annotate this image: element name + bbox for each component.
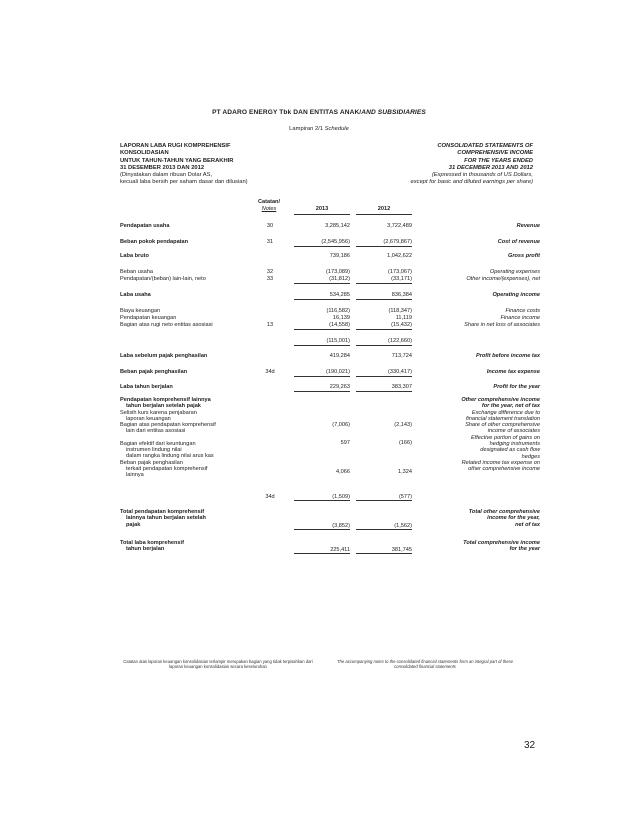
row-label: Laba bruto <box>120 253 149 259</box>
footer-note-indonesian: Catatan atas laporan keuangan konsolidasian terlampir merupakan bagian yang tidak terpisahkan dari laporan keuangan konsolidasian secara keseluruhan <box>123 659 313 670</box>
row-value-2013: 534,285 <box>294 292 350 300</box>
row-value-2012: (15,432) <box>356 322 412 330</box>
total-ci-labels: Total laba komprehensif tahun berjalan <box>120 540 184 553</box>
footer-note-english: The accompanying notes to the consolidated financial statements form an integral part of these consolidated financial statements <box>337 659 513 670</box>
oci-hedge-2012: 1,324 <box>398 469 412 475</box>
schedule-label: Lampiran 2/1 Schedule <box>289 126 349 132</box>
row-value-2012: 11,119 <box>395 315 412 321</box>
row-note: 32 <box>266 269 274 275</box>
oci-tax-2012: (577) <box>356 494 412 501</box>
row-value-2012: (33,171) <box>356 276 412 284</box>
oci-labels-english: Other comprehensive income for the year, net of tax Exchange difference due to financial statement translation Share of other comprehensive income of associates Effective portion of gains on hedging instruments designated as cash flow hedges Related income tax expense on other comprehensive income <box>461 397 540 473</box>
row-note: 31 <box>266 239 274 245</box>
row-label: Beban pajak penghasilan <box>120 369 188 375</box>
row-label: Pendapatan/(beban) lain-lain, neto <box>120 276 206 282</box>
row-label: Pendapatan usaha <box>120 223 170 229</box>
row-value-2013: 229,263 <box>294 384 350 392</box>
row-value-2013: (190,021) <box>294 369 350 377</box>
row-value-2012: (2,679,867) <box>356 239 412 247</box>
row-value-2013: (14,558) <box>294 322 350 330</box>
row-label: Beban usaha <box>120 269 153 275</box>
row-value-2012: 3,722,489 <box>387 223 412 229</box>
oci-assoc-2013: 597 <box>340 440 350 446</box>
total-ci-2012: 381,745 <box>356 547 412 554</box>
row-value-2013: (2,545,956) <box>294 239 350 247</box>
row-value-2012: (118,347) <box>388 308 412 314</box>
row-label-english: Share in net loss of associates <box>464 322 540 328</box>
total-oci-2013: (3,852) <box>294 523 350 530</box>
year-2012-header: 2012 <box>356 206 412 215</box>
row-value-2013: (31,812) <box>294 276 350 284</box>
oci-tax-2013: (1,509) <box>294 494 350 501</box>
row-label-english: Operating income <box>492 292 540 298</box>
row-label: Laba tahun berjalan <box>120 384 173 390</box>
row-label-english: Revenue <box>516 223 540 229</box>
oci-hedge-2013: 4,066 <box>336 469 350 475</box>
row-label-english: Gross profit <box>507 253 540 259</box>
row-label-english: Profit for the year <box>493 384 540 390</box>
row-value-2012: 713,724 <box>391 353 412 359</box>
row-value-2012: 1,042,622 <box>387 253 412 259</box>
row-label-english: Profit before income tax <box>475 353 540 359</box>
page-number: 32 <box>524 740 536 751</box>
row-label: Laba usaha <box>120 292 151 298</box>
row-value-2013: 419,284 <box>329 353 350 359</box>
row-value-2013: 3,285,142 <box>325 223 350 229</box>
row-value-2012: (330,417) <box>356 369 412 377</box>
total-oci-2012: (1,562) <box>356 523 412 530</box>
row-label: Pendapatan keuangan <box>120 315 177 321</box>
row-label-english: Finance costs <box>505 308 540 314</box>
company-title: PT ADARO ENERGY Tbk DAN ENTITAS ANAK/AND SUBSIDIARIES <box>212 109 426 116</box>
row-label: Biaya keuangan <box>120 308 161 314</box>
oci-fx-2013: (7,006) <box>332 422 350 428</box>
year-2013-header: 2013 <box>294 206 350 215</box>
oci-fx-2012: (2,143) <box>394 422 412 428</box>
statement-header-indonesian: LAPORAN LABA RUGI KOMPREHENSIF KONSOLIDASIAN UNTUK TAHUN-TAHUN YANG BERAKHIR 31 DESEMBER 2013 DAN 2012 (Dinyatakan dalam ribuan Dolar AS, kecuali laba bersih per saham dasar dan dilusian) <box>120 143 248 186</box>
row-value-2012: 383,307 <box>356 384 412 392</box>
row-label-english: Other income/(expenses), net <box>466 276 540 282</box>
row-label-english: Income tax expense <box>486 369 540 375</box>
oci-assoc-2012: (166) <box>398 440 412 446</box>
row-value-2013: (173,089) <box>326 269 350 275</box>
row-label-english: Finance income <box>500 315 540 321</box>
row-value-2013: 16,139 <box>332 315 350 321</box>
statement-header-english: CONSOLIDATED STATEMENTS OF COMPREHENSIVE INCOME FOR THE YEARS ENDED 31 DECEMBER 2013 AND 2012 (Expressed in thousands of US Dollars, except for basic and diluted earnings per share) <box>410 143 533 186</box>
row-value-2012: 836,384 <box>356 292 412 300</box>
row-value-2013: (115,001) <box>294 338 350 346</box>
row-label-english: Cost of revenue <box>497 239 540 245</box>
oci-labels: Pendapatan komprehensif lainnya tahun berjalan setelah pajak Selisih kurs karena penjabaran laporan keuangan Bagian atas pendapatan komprehensif lain dari entitas asosiasi Bagian efektif dari keuntungan instrumen lindung nilai dalam rangka lindung nilai arus kas Beban pajak penghasilan terkait pendapatan komprehensif lainnya <box>120 397 216 479</box>
row-label: Bagian atas rugi neto entitas asosiasi <box>120 322 213 328</box>
total-oci-labels: Total pendapatan komprehensif lainnya tahun berjalan setelah pajak <box>120 509 206 528</box>
row-note: 13 <box>266 322 274 328</box>
row-value-2012: (122,660) <box>356 338 412 346</box>
row-note: 34d <box>265 369 275 375</box>
row-note: 30 <box>266 223 274 229</box>
row-value-2013: (116,582) <box>326 308 350 314</box>
row-value-2013: 739,186 <box>329 253 350 259</box>
total-ci-2013: 225,411 <box>294 547 350 554</box>
row-value-2012: (173,067) <box>388 269 412 275</box>
row-label: Beban pokok pendapatan <box>120 239 189 245</box>
total-ci-labels-english: Total comprehensive income for the year <box>463 540 540 553</box>
row-note: 33 <box>266 276 274 282</box>
notes-column-header: Catatan/ Notes <box>257 199 281 212</box>
row-label-english: Operating expenses <box>489 269 540 275</box>
row-label: Laba sebelum pajak penghasilan <box>120 353 208 359</box>
oci-tax-note: 34d <box>265 494 275 500</box>
total-oci-labels-english: Total other comprehensive income for the year, net of tax <box>468 509 540 528</box>
